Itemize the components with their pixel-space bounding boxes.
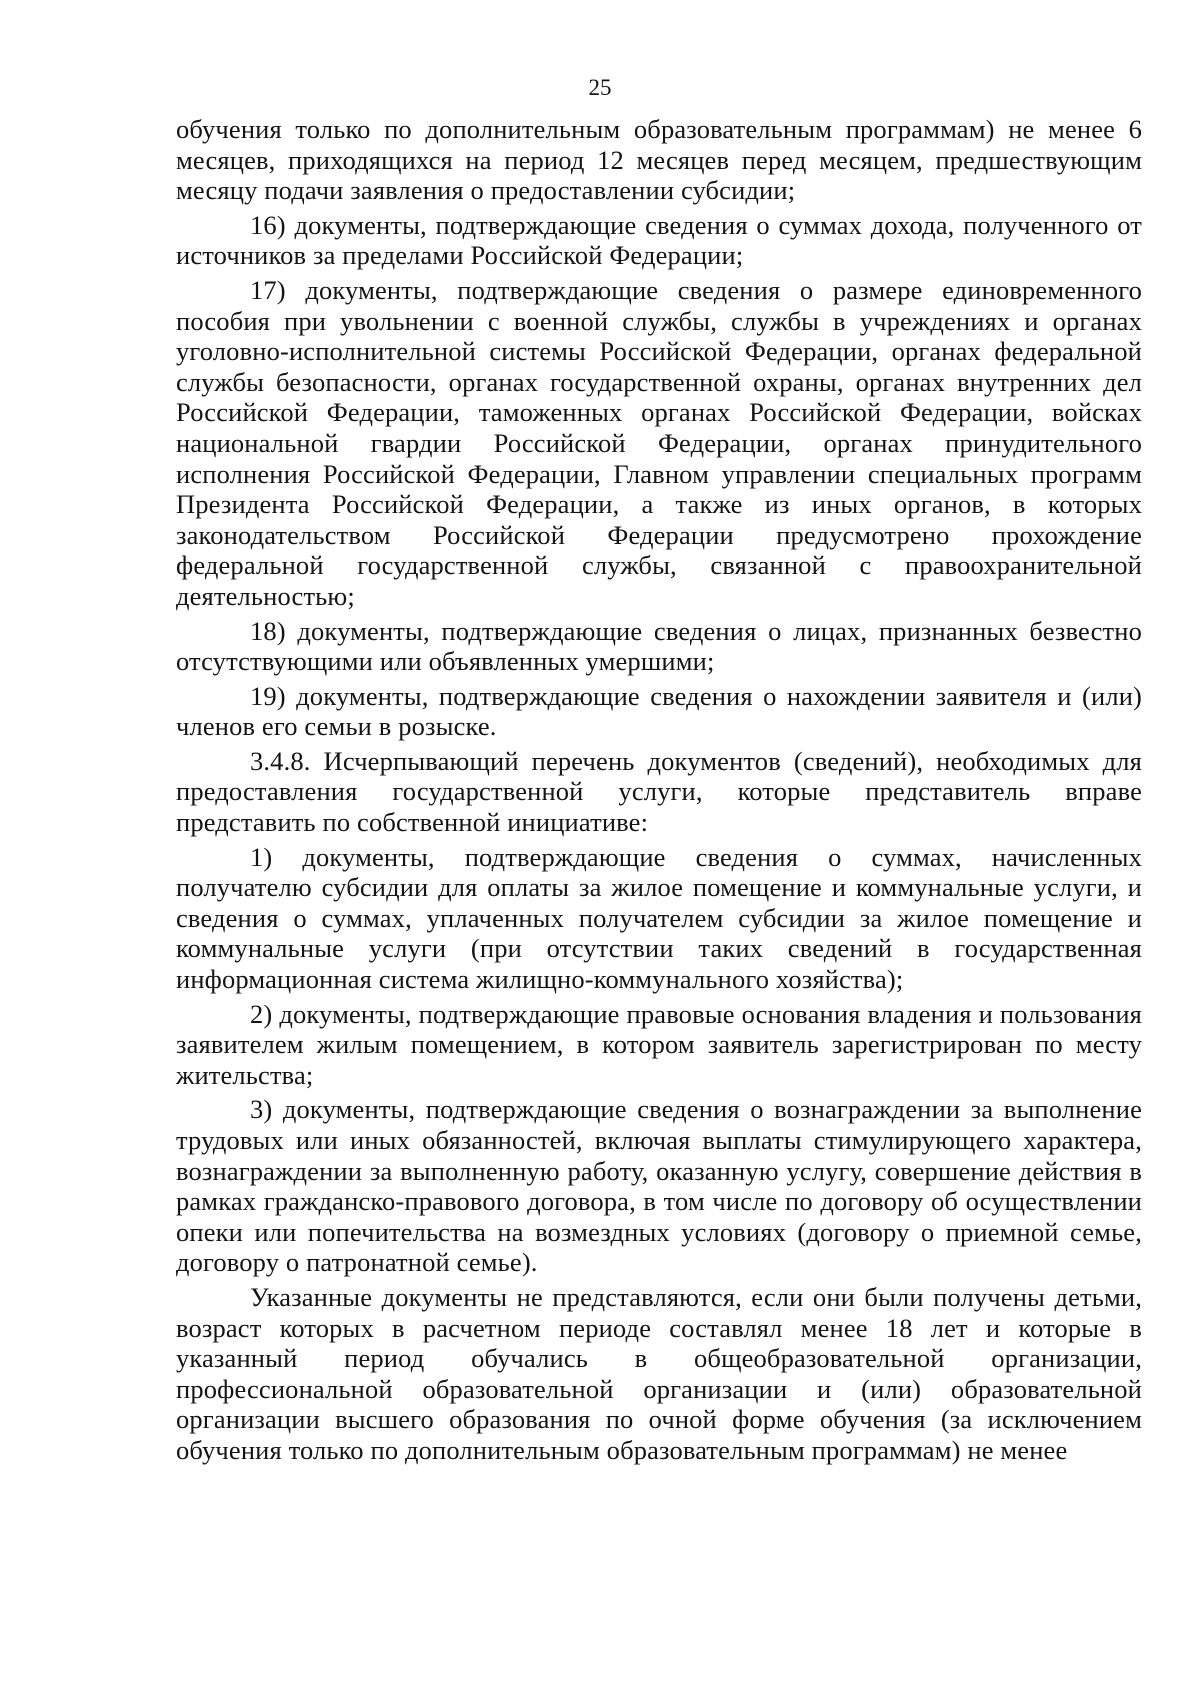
page-number: 25 — [588, 75, 612, 100]
section-3-4-8: 3.4.8. Исчерпывающий перечень документов (сведений), необходимых для предоставления государственной услуги, которые представитель вправе представить по собственной инициативе: — [176, 745, 1142, 838]
document-body — [176, 114, 1142, 1466]
list-item-3: 3) документы, подтверждающие сведения о вознаграждении за выполнение трудовых или иных обязанностей, включая выплаты стимулирующего характера, вознаграждении за выполненную работу, оказанную услугу, совершение действия в рамках гражданско-правового договора, в том числе по договору об осуществлении опеки или попечительства на возмездных условиях (договору о приемной семье, договору о патронатной семье). — [176, 1094, 1142, 1278]
list-item-19: 19) документы, подтверждающие сведения о нахождении заявителя и (или) членов его семьи в розыске. — [176, 680, 1142, 742]
list-item-17: 17) документы, подтверждающие сведения о размере единовременного пособия при увольнении с военной службы, службы в учреждениях и органах уголовно-исполнительной системы Российской Федерации, органах федеральной службы безопасности, органах государственной охраны, органах внутренних дел Российской Федерации, таможенных органах Российской Федерации, войсках национальной гвардии Российской Федерации, органах принудительного исполнения Российской Федерации, Главном управлении специальных программ Президента Российской Федерации, а также из иных органов, в которых законодательством Российской Федерации предусмотрено прохождение федеральной государственной службы, связанной с правоохранительной деятельностью; — [176, 274, 1142, 611]
list-item-1: 1) документы, подтверждающие сведения о суммах, начисленных получателю субсидии для оплаты за жилое помещение и коммунальные услуги, и сведения о суммах, уплаченных получателем субсидии за жилое помещение и коммунальные услуги (при отсутствии таких сведений в государственная информационная система жилищно-коммунального хозяйства); — [176, 841, 1142, 995]
paragraph-continuation: обучения только по дополнительным образовательным программам) не менее 6 месяцев, приходящихся на период 12 месяцев перед месяцем, предшествующим месяцу подачи заявления о предоставлении субсидии; — [176, 114, 1142, 206]
note-paragraph: Указанные документы не представляются, если они были получены детьми, возраст которых в расчетном периоде составлял менее 18 лет и которые в указанный период обучались в общеобразовательной организации, профессиональной образовательной организации и (или) образовательной организации высшего образования по очной форме обучения (за исключением обучения только по дополнительным образовательным программам) не менее — [176, 1281, 1142, 1465]
list-item-18: 18) документы, подтверждающие сведения о лицах, признанных безвестно отсутствующими или объявленных умершими; — [176, 615, 1142, 677]
list-item-16: 16) документы, подтверждающие сведения о суммах дохода, полученного от источников за пределами Российской Федерации; — [176, 209, 1142, 271]
list-item-2: 2) документы, подтверждающие правовые основания владения и пользования заявителем жилым помещением, в котором заявитель зарегистрирован по месту жительства; — [176, 998, 1142, 1090]
